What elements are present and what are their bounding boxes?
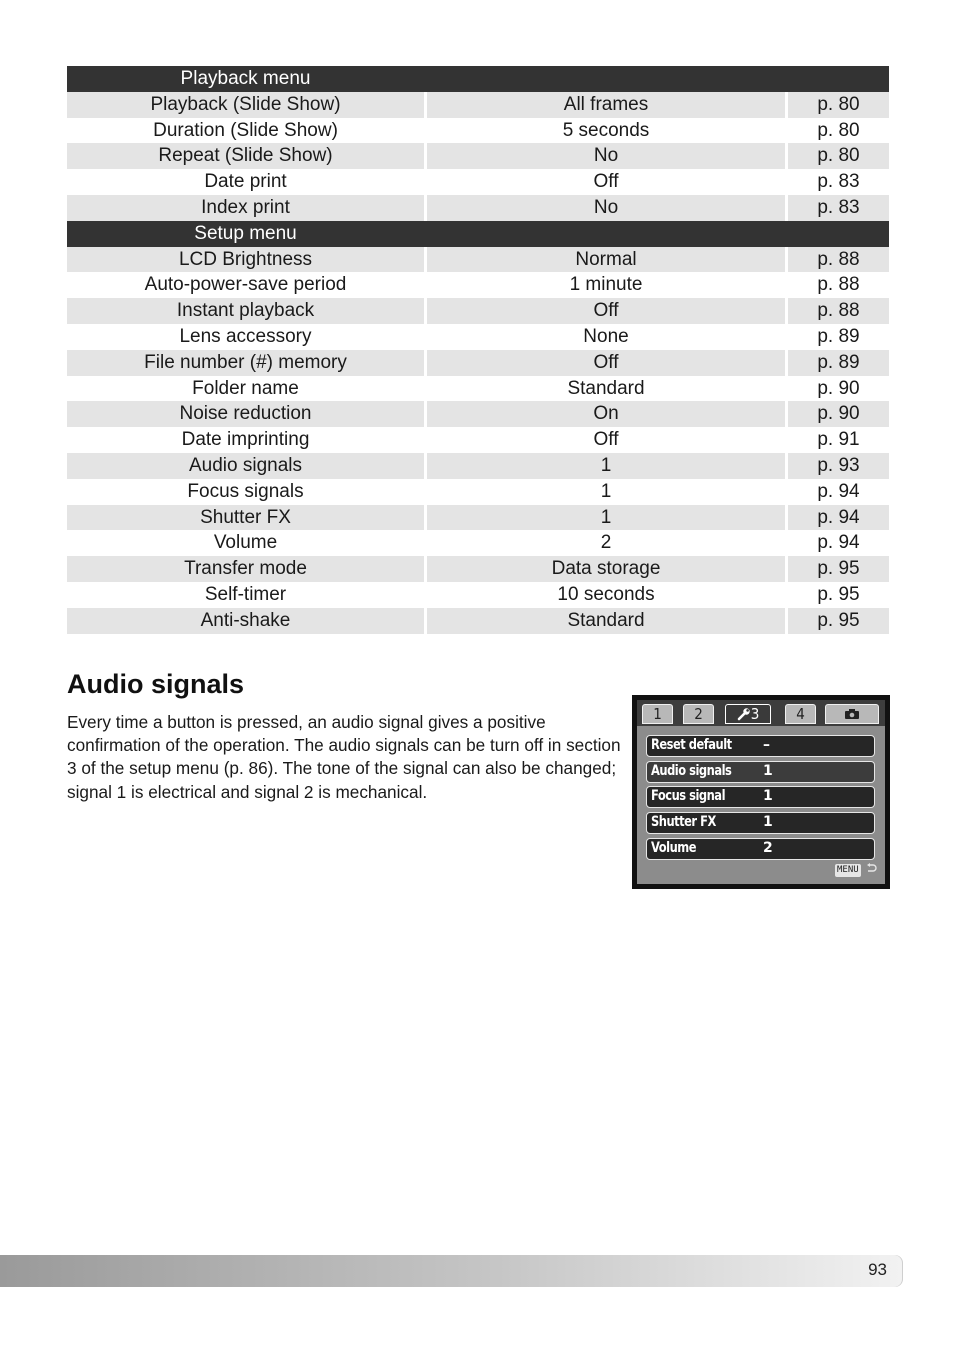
row-page-ref: p. 94 (817, 532, 860, 554)
table-row (67, 298, 889, 324)
row-page-ref: p. 89 (788, 350, 889, 376)
return-arrow-icon (866, 863, 877, 873)
row-page-ref: p. 91 (817, 429, 860, 451)
table-row (67, 376, 889, 402)
table-section-header (67, 221, 889, 247)
row-value: Off (593, 171, 619, 193)
lcd-tab-bar (637, 700, 885, 726)
row-item: Auto-power-save period (144, 274, 347, 296)
row-item: Index print (67, 195, 424, 221)
table-row (67, 582, 889, 608)
row-value: 1 minute (569, 274, 643, 296)
lcd-row-value: 1 (763, 788, 773, 804)
row-value: 5 seconds (562, 119, 650, 141)
row-page-ref: p. 88 (788, 298, 889, 324)
lcd-row-volume (646, 838, 875, 860)
camera-icon (844, 708, 860, 720)
row-value: No (427, 195, 785, 221)
row-value: Normal (427, 247, 785, 273)
row-item: Date imprinting (181, 429, 310, 451)
lcd-row-reset-default (646, 735, 875, 757)
settings-table (67, 66, 889, 634)
row-item: Anti-shake (67, 608, 424, 634)
row-item: LCD Brightness (67, 247, 424, 273)
row-item: Audio signals (67, 453, 424, 479)
row-page-ref: p. 93 (788, 453, 889, 479)
row-value: 10 seconds (557, 583, 655, 605)
lcd-tab-2 (683, 704, 714, 724)
row-value: No (427, 143, 785, 169)
row-value: Off (427, 350, 785, 376)
row-item: Noise reduction (67, 401, 424, 427)
row-page-ref: p. 83 (788, 195, 889, 221)
row-page-ref: p. 90 (788, 401, 889, 427)
row-item: File number (#) memory (67, 350, 424, 376)
row-page-ref: p. 95 (817, 583, 860, 605)
row-item: Shutter FX (67, 505, 424, 531)
row-page-ref: p. 95 (788, 556, 889, 582)
table-row (67, 169, 889, 195)
lcd-row-value: 1 (763, 763, 773, 779)
lcd-row-audio-signals (646, 761, 875, 783)
row-item: Repeat (Slide Show) (67, 143, 424, 169)
row-page-ref: p. 88 (817, 274, 860, 296)
row-page-ref: p. 80 (788, 92, 889, 118)
wrench-icon (737, 707, 751, 721)
row-value: None (583, 325, 629, 347)
table-row (67, 608, 889, 634)
lcd-row-label: Reset default (651, 737, 732, 753)
row-page-ref: p. 94 (817, 480, 860, 502)
table-row (67, 143, 889, 169)
lcd-tab-camera (825, 704, 879, 724)
row-item: Date print (204, 171, 287, 193)
row-value: 2 (600, 532, 612, 554)
lcd-row-value: 2 (763, 840, 773, 856)
table-row (67, 247, 889, 273)
section-header-label: Playback menu (180, 68, 311, 89)
lcd-row-label: Shutter FX (651, 814, 716, 830)
lcd-row-focus-signal (646, 786, 875, 808)
lcd-row-shutter-fx (646, 812, 875, 834)
row-page-ref: p. 80 (788, 143, 889, 169)
lcd-tab-label: 1 (653, 705, 662, 723)
table-row (67, 272, 889, 298)
lcd-tab-label: 3 (750, 705, 760, 723)
row-item: Instant playback (67, 298, 424, 324)
table-row (67, 350, 889, 376)
table-row (67, 453, 889, 479)
row-item: Volume (213, 532, 278, 554)
row-page-ref: p. 88 (788, 247, 889, 273)
row-value: On (427, 401, 785, 427)
row-item: Transfer mode (67, 556, 424, 582)
row-value: Standard (427, 608, 785, 634)
row-item: Playback (Slide Show) (67, 92, 424, 118)
page-footer-bar (0, 1255, 903, 1287)
lcd-row-label: Audio signals (651, 763, 732, 779)
lcd-tab-label: 4 (796, 705, 805, 723)
table-row (67, 427, 889, 453)
lcd-row-label: Focus signal (651, 788, 726, 804)
row-value: Data storage (427, 556, 785, 582)
section-body: Every time a button is pressed, an audio signal gives a positive confirmation of the operation. The audio signals can be turn off in section 3 of the setup menu (p. 86). The tone of the signal can also be changed; signal 1 is electrical and signal 2 is mechanical. (67, 712, 621, 802)
table-row (67, 556, 889, 582)
lcd-tab-3 (725, 704, 771, 724)
row-value: 1 (427, 453, 785, 479)
row-item: Lens accessory (179, 325, 312, 347)
row-page-ref: p. 83 (817, 171, 860, 193)
row-page-ref: p. 80 (817, 119, 860, 141)
table-row (67, 479, 889, 505)
row-value: Off (593, 429, 619, 451)
row-item: Duration (Slide Show) (153, 119, 338, 141)
page-number: 93 (868, 1260, 887, 1279)
table-row (67, 530, 889, 556)
row-value: Off (427, 298, 785, 324)
table-row (67, 324, 889, 350)
lcd-tab-1 (642, 704, 673, 724)
lcd-row-value: 1 (763, 814, 773, 830)
row-value: All frames (427, 92, 785, 118)
table-row (67, 118, 889, 144)
section-title: Audio signals (67, 669, 245, 699)
lcd-tab-4 (785, 704, 816, 724)
row-page-ref: p. 95 (788, 608, 889, 634)
lcd-display (637, 700, 885, 884)
lcd-row-label: Volume (651, 840, 697, 856)
row-value: Standard (567, 377, 645, 399)
row-item: Self-timer (204, 583, 287, 605)
camera-lcd-screen (632, 695, 890, 889)
section-header-label: Setup menu (194, 222, 297, 244)
row-value: 1 (600, 480, 612, 502)
table-row (67, 505, 889, 531)
row-page-ref: p. 94 (788, 505, 889, 531)
lcd-row-value: – (763, 737, 770, 753)
row-page-ref: p. 89 (817, 325, 860, 347)
table-row (67, 92, 889, 118)
row-item: Focus signals (187, 480, 304, 502)
table-row (67, 195, 889, 221)
menu-label: MENU (837, 865, 859, 875)
lcd-menu-return (835, 863, 879, 876)
table-row (67, 401, 889, 427)
table-section-header (67, 66, 889, 92)
row-page-ref: p. 90 (817, 377, 860, 399)
row-value: 1 (427, 505, 785, 531)
lcd-tab-label: 2 (694, 705, 703, 723)
row-item: Folder name (192, 377, 299, 399)
